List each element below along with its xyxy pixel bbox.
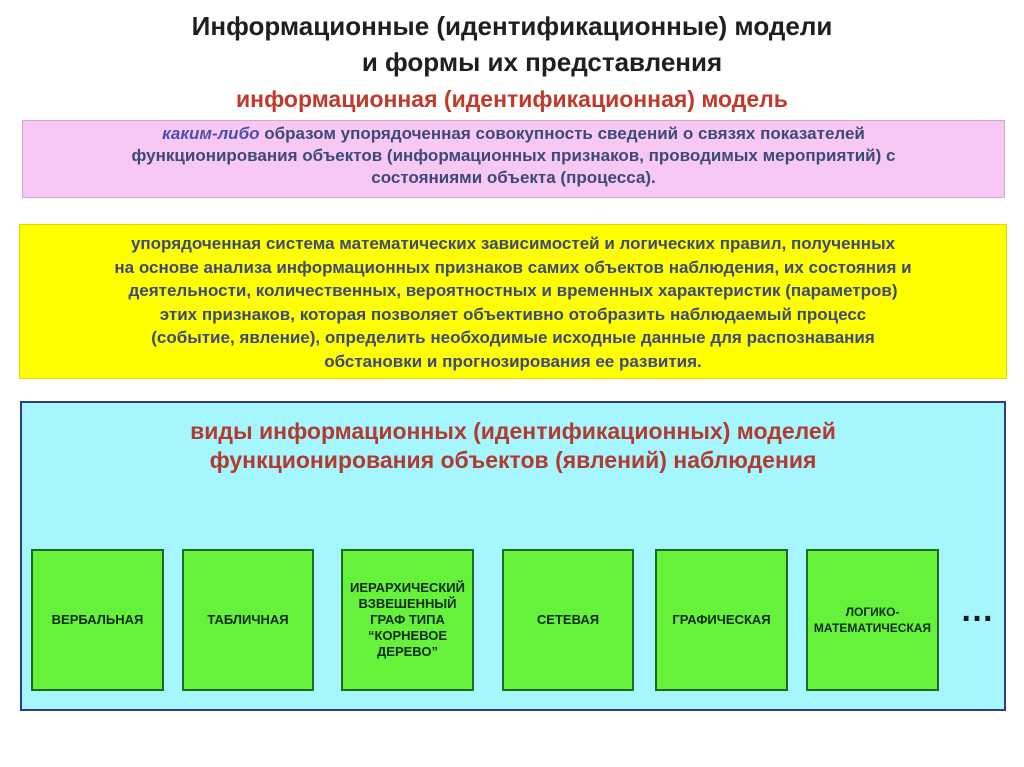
slide-title-line1: Информационные (идентификационные) модели — [191, 11, 833, 41]
model-types-title — [22, 417, 1004, 475]
type-box-tabular: ТАБЛИЧНАЯ — [182, 549, 314, 691]
type-box-graphical: ГРАФИЧЕСКАЯ — [655, 549, 788, 691]
yellow-line: обстановки и прогнозирования ее развития. — [324, 351, 702, 371]
yellow-line: деятельности, количественных, вероятностных и временных характеристик (параметров) — [128, 281, 898, 300]
yellow-line: (событие, явление), определить необходимые исходные данные для распознавания — [151, 328, 875, 347]
yellow-line: на основе анализа информационных признаков самих объектов наблюдения, их состояния и — [114, 257, 912, 277]
definition-yellow-box — [19, 224, 1007, 379]
type-box-verbal: ВЕРБАЛЬНАЯ — [31, 549, 164, 691]
pink-line3: состояниями объекта (процесса). — [371, 168, 656, 187]
type-box-logical-mathematical: ЛОГИКО-МАТЕМАТИЧЕСКАЯ — [806, 549, 939, 691]
pink-line1 — [23, 123, 1004, 145]
model-subtitle: информационная (идентификационная) модель — [236, 86, 788, 112]
definition-pink-box — [22, 120, 1005, 198]
yellow-line: этих признаков, которая позволяет объективно отобразить наблюдаемый процесс — [159, 304, 867, 324]
model-types-panel — [20, 401, 1006, 711]
slide-title — [60, 8, 964, 80]
more-ellipsis: … — [960, 591, 995, 629]
pink-italic-lead: каким-либо — [162, 124, 260, 143]
model-types-title-line2: функционирования объектов (явлений) наблюдения — [209, 447, 817, 473]
pink-line1-rest: образом упорядоченная совокупность сведений о связях показателей — [259, 124, 865, 143]
type-box-hierarchical-graph: ИЕРАРХИЧЕСКИЙ ВЗВЕШЕННЫЙ ГРАФ ТИПА “КОРНЕВОЕ ДЕРЕВО” — [341, 549, 474, 691]
slide-title-line2: и формы их представления — [361, 47, 723, 77]
yellow-line: упорядоченная система математических зависимостей и логических правил, полученных — [130, 234, 896, 253]
type-box-network: СЕТЕВАЯ — [502, 549, 634, 691]
pink-line2: функционирования объектов (информационных признаков, проводимых мероприятий) с — [131, 146, 896, 165]
model-types-title-line1: виды информационных (идентификационных) моделей — [190, 418, 836, 444]
